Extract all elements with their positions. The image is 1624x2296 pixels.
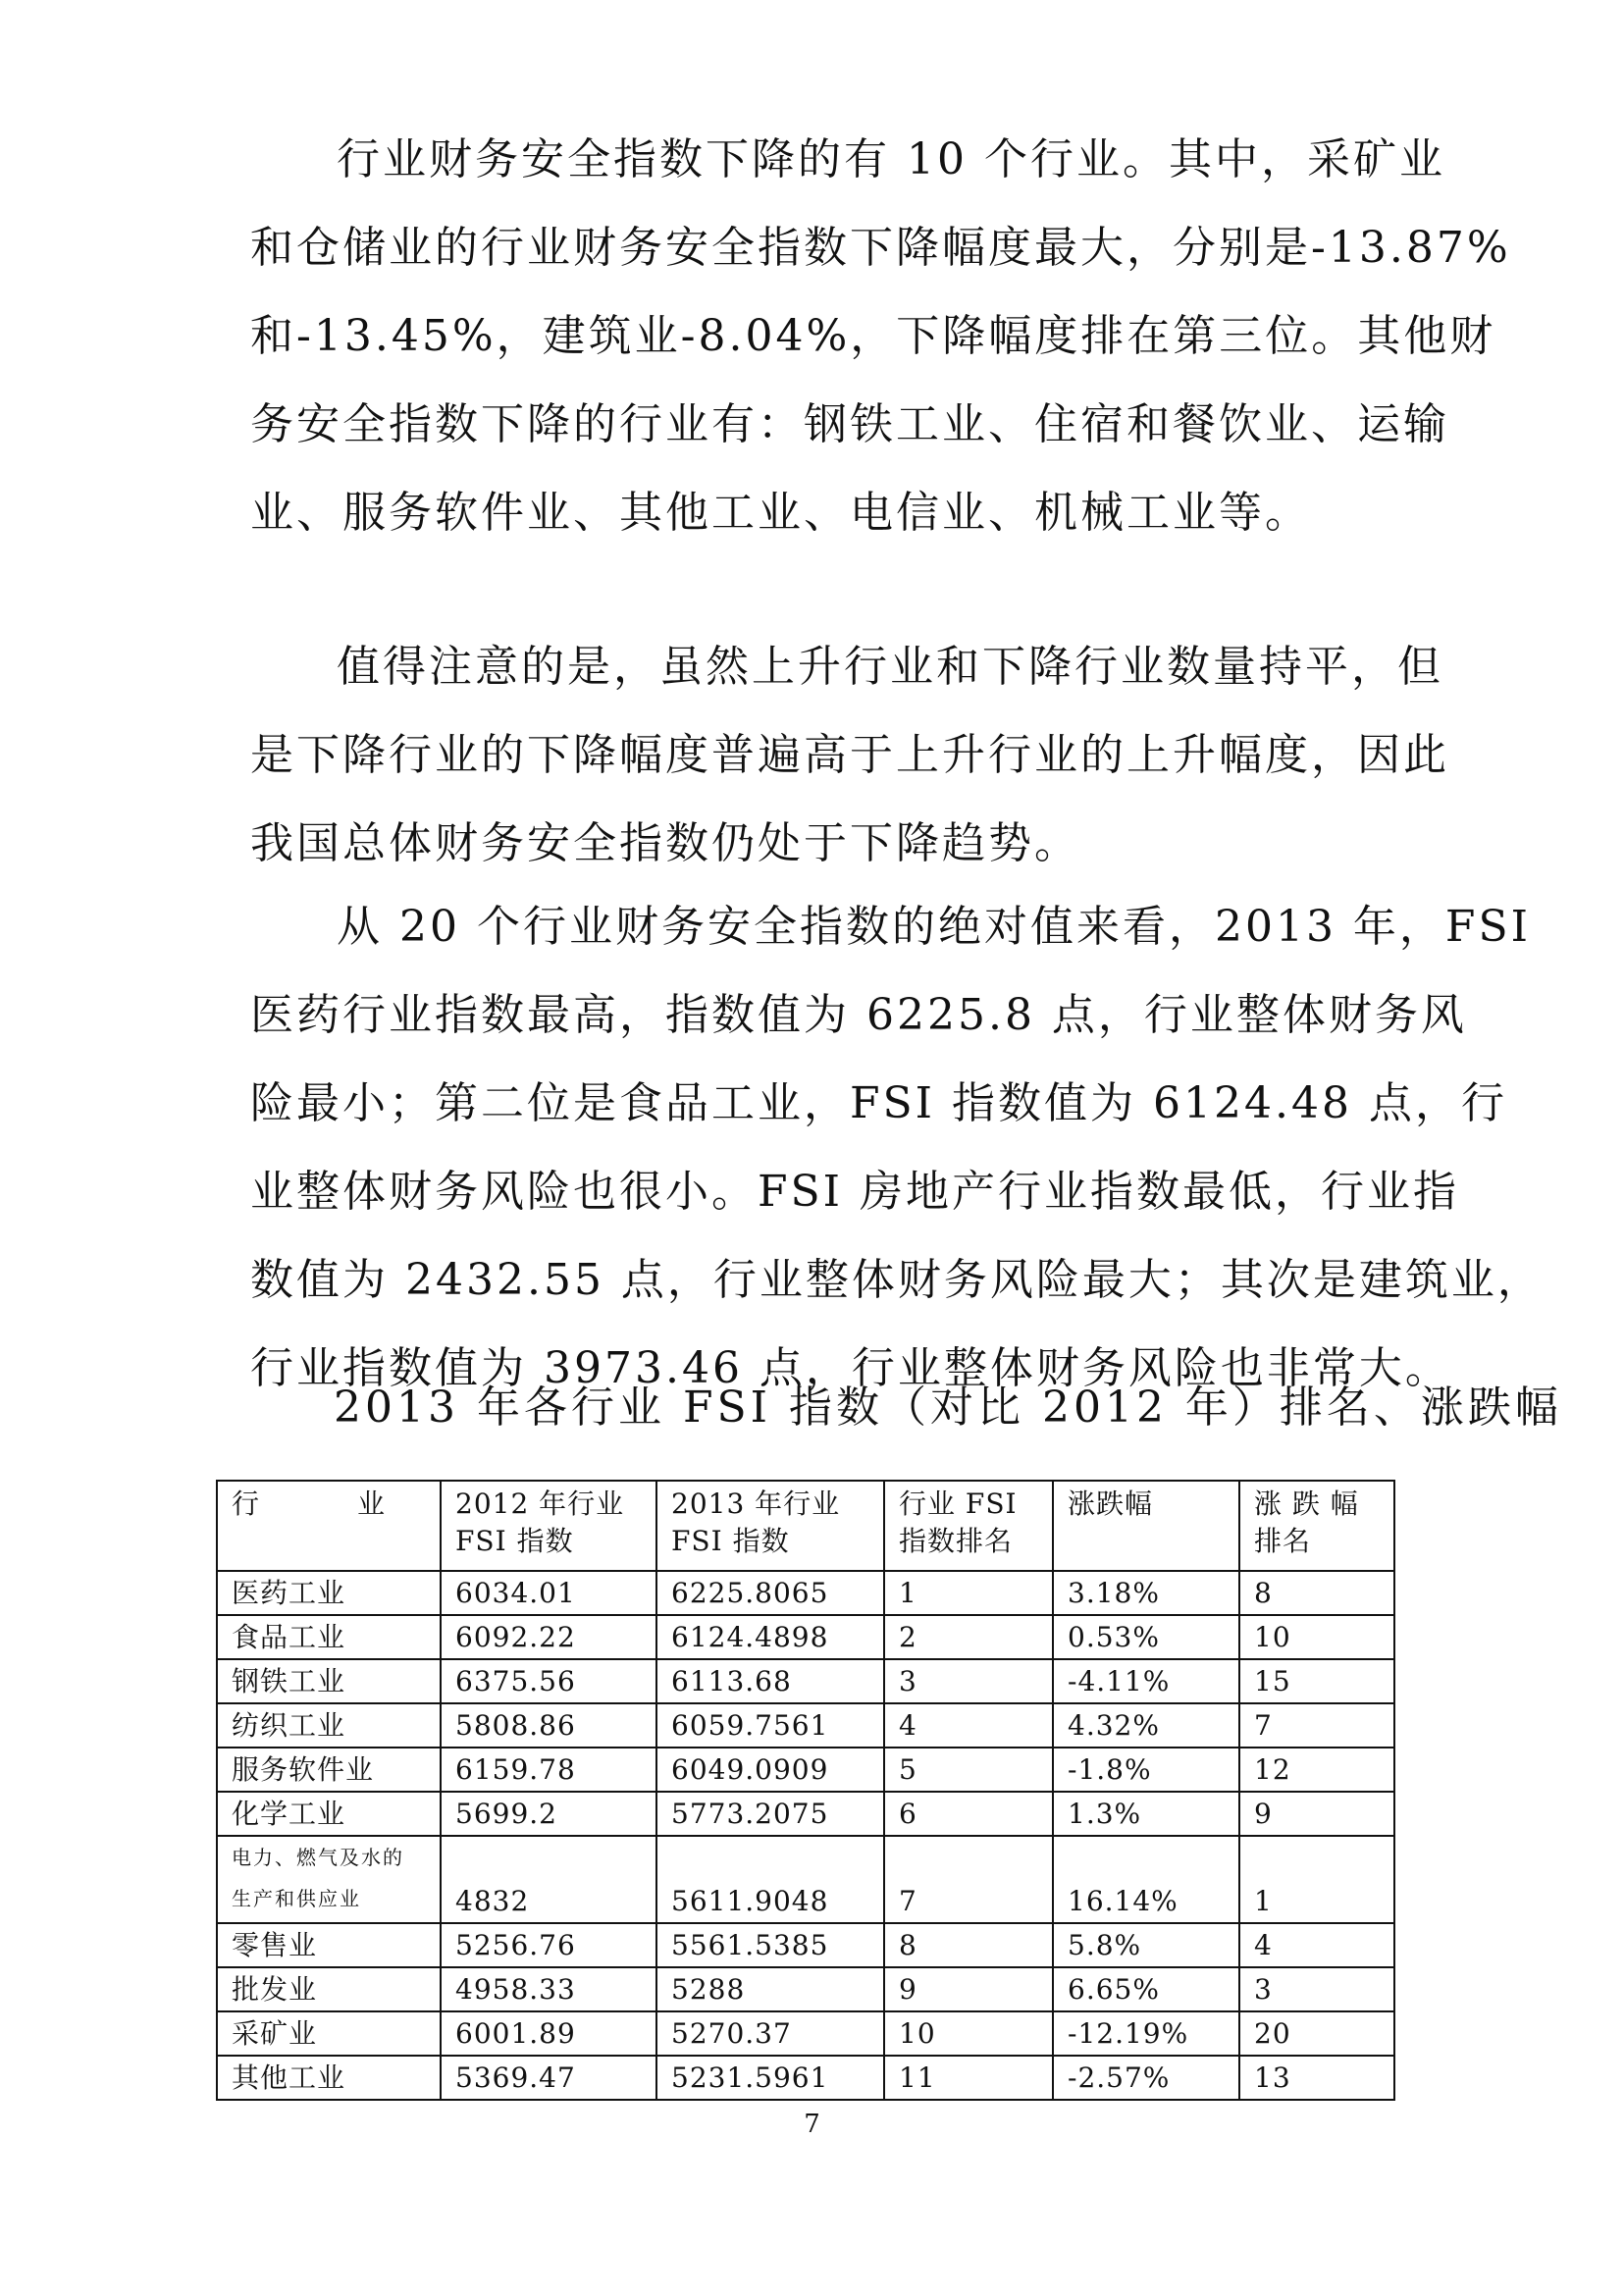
header-change-rank <box>1239 1481 1394 1571</box>
cell-change-rank: 12 <box>1239 1748 1394 1792</box>
cell-fsi-2012: 6375.56 <box>441 1659 656 1703</box>
cell-fsi-rank: 4 <box>884 1703 1053 1748</box>
table-row <box>217 1615 1394 1659</box>
cell-fsi-rank: 8 <box>884 1923 1053 1967</box>
cell-fsi-2012: 5369.47 <box>441 2056 656 2100</box>
cell-fsi-2013: 6113.68 <box>656 1659 884 1703</box>
cell-change: 4.32% <box>1053 1703 1239 1748</box>
cell-change: 6.65% <box>1053 1967 1239 2011</box>
cell-fsi-rank: 9 <box>884 1967 1053 2011</box>
cell-change-rank: 4 <box>1239 1923 1394 1967</box>
cell-change: 0.53% <box>1053 1615 1239 1659</box>
header-industry-label: 行 业 <box>232 1487 421 1520</box>
cell-industry: 纺织工业 <box>217 1703 441 1748</box>
paragraph-trend-note <box>250 623 1449 888</box>
cell-fsi-2012: 5699.2 <box>441 1792 656 1836</box>
paragraph-line: 从 20 个行业财务安全指数的绝对值来看，2013 年，FSI <box>337 902 1531 952</box>
cell-fsi-2012: 6001.89 <box>441 2011 656 2056</box>
table-row <box>217 1571 1394 1615</box>
cell-change-rank: 20 <box>1239 2011 1394 2056</box>
table-row <box>217 1748 1394 1792</box>
cell-fsi-2013: 6124.4898 <box>656 1615 884 1659</box>
cell-change: 16.14% <box>1053 1836 1239 1923</box>
header-fsi-rank-label: 行业 FSI 指数排名 <box>899 1487 1018 1557</box>
paragraph-line: 业、服务软件业、其他工业、电信业、机械工业等。 <box>250 488 1311 538</box>
table-header-row <box>217 1481 1394 1571</box>
fsi-ranking-table <box>216 1480 1395 2101</box>
table-row <box>217 1923 1394 1967</box>
cell-change-rank: 8 <box>1239 1571 1394 1615</box>
paragraph-line: 是下降行业的下降幅度普遍高于上升行业的上升幅度，因此 <box>250 730 1449 780</box>
cell-fsi-2012: 5256.76 <box>441 1923 656 1967</box>
table-row <box>217 1659 1394 1703</box>
table-row <box>217 2011 1394 2056</box>
paragraph-line: 数值为 2432.55 点，行业整体财务风险最大；其次是建筑业， <box>250 1255 1544 1305</box>
table-row <box>217 1836 1394 1923</box>
header-industry <box>217 1481 441 1571</box>
table-caption: 2013 年各行业 FSI 指数（对比 2012 年）排名、涨跌幅 <box>334 1383 1562 1433</box>
cell-fsi-2013: 5611.9048 <box>656 1836 884 1923</box>
cell-fsi-rank: 11 <box>884 2056 1053 2100</box>
cell-industry: 化学工业 <box>217 1792 441 1836</box>
cell-fsi-rank: 1 <box>884 1571 1053 1615</box>
cell-fsi-rank: 5 <box>884 1748 1053 1792</box>
cell-fsi-2012: 6034.01 <box>441 1571 656 1615</box>
paragraph-line: 和仓储业的行业财务安全指数下降幅度最大，分别是-13.87% <box>250 223 1511 273</box>
header-change <box>1053 1481 1239 1571</box>
cell-industry: 医药工业 <box>217 1571 441 1615</box>
paragraph-line: 和-13.45%，建筑业-8.04%，下降幅度排在第三位。其他财 <box>250 311 1496 361</box>
cell-change: 1.3% <box>1053 1792 1239 1836</box>
cell-fsi-2012: 4832 <box>441 1836 656 1923</box>
cell-fsi-2013: 6049.0909 <box>656 1748 884 1792</box>
table-row <box>217 1703 1394 1748</box>
page-number: 7 <box>804 2110 820 2139</box>
cell-fsi-2013: 5561.5385 <box>656 1923 884 1967</box>
header-change-rank-label: 涨 跌 幅 排名 <box>1254 1487 1359 1557</box>
cell-change-rank: 1 <box>1239 1836 1394 1923</box>
paragraph-line: 医药行业指数最高，指数值为 6225.8 点，行业整体财务风 <box>250 990 1467 1040</box>
cell-industry <box>217 1836 441 1923</box>
cell-fsi-2012: 6092.22 <box>441 1615 656 1659</box>
cell-industry: 批发业 <box>217 1967 441 2011</box>
header-fsi-2013-label: 2013 年行业 FSI 指数 <box>671 1487 841 1557</box>
paragraph-line: 值得注意的是，虽然上升行业和下降行业数量持平，但 <box>337 642 1443 692</box>
cell-industry: 其他工业 <box>217 2056 441 2100</box>
cell-change-rank: 15 <box>1239 1659 1394 1703</box>
cell-fsi-rank: 2 <box>884 1615 1053 1659</box>
paragraph-line: 险最小；第二位是食品工业，FSI 指数值为 6124.48 点，行 <box>250 1078 1507 1128</box>
cell-change-rank: 7 <box>1239 1703 1394 1748</box>
cell-industry: 钢铁工业 <box>217 1659 441 1703</box>
paragraph-line: 行业指数值为 3973.46 点，行业整体财务风险也非常大。 <box>250 1343 1451 1393</box>
cell-change: -1.8% <box>1053 1748 1239 1792</box>
cell-fsi-2012: 4958.33 <box>441 1967 656 2011</box>
cell-fsi-2013: 6225.8065 <box>656 1571 884 1615</box>
cell-fsi-2013: 5231.5961 <box>656 2056 884 2100</box>
cell-change-rank: 13 <box>1239 2056 1394 2100</box>
table-row <box>217 1792 1394 1836</box>
cell-industry: 零售业 <box>217 1923 441 1967</box>
paragraph-line: 我国总体财务安全指数仍处于下降趋势。 <box>250 818 1080 868</box>
table-row <box>217 2056 1394 2100</box>
header-fsi-2012-label: 2012 年行业 FSI 指数 <box>455 1487 625 1557</box>
cell-industry: 食品工业 <box>217 1615 441 1659</box>
cell-fsi-2012: 6159.78 <box>441 1748 656 1792</box>
cell-change-rank: 9 <box>1239 1792 1394 1836</box>
cell-change: -12.19% <box>1053 2011 1239 2056</box>
paragraph-line: 务安全指数下降的行业有：钢铁工业、住宿和餐饮业、运输 <box>250 399 1449 449</box>
paragraph-absolute-values <box>250 883 1544 1413</box>
cell-fsi-rank: 7 <box>884 1836 1053 1923</box>
cell-fsi-2013: 6059.7561 <box>656 1703 884 1748</box>
header-change-label: 涨跌幅 <box>1068 1487 1154 1520</box>
cell-fsi-rank: 3 <box>884 1659 1053 1703</box>
cell-fsi-rank: 10 <box>884 2011 1053 2056</box>
cell-change-rank: 3 <box>1239 1967 1394 2011</box>
cell-industry-text: 电力、燃气及水的生产和供应业 <box>232 1846 404 1910</box>
cell-change: 3.18% <box>1053 1571 1239 1615</box>
cell-fsi-rank: 6 <box>884 1792 1053 1836</box>
paragraph-decline-industries <box>250 116 1511 557</box>
cell-fsi-2013: 5288 <box>656 1967 884 2011</box>
cell-change: -4.11% <box>1053 1659 1239 1703</box>
header-fsi-2013 <box>656 1481 884 1571</box>
paragraph-line: 业整体财务风险也很小。FSI 房地产行业指数最低，行业指 <box>250 1167 1460 1217</box>
cell-fsi-2012: 5808.86 <box>441 1703 656 1748</box>
paragraph-line: 行业财务安全指数下降的有 10 个行业。其中，采矿业 <box>337 134 1445 184</box>
cell-industry: 服务软件业 <box>217 1748 441 1792</box>
cell-change: 5.8% <box>1053 1923 1239 1967</box>
cell-change: -2.57% <box>1053 2056 1239 2100</box>
header-fsi-2012 <box>441 1481 656 1571</box>
cell-change-rank: 10 <box>1239 1615 1394 1659</box>
cell-fsi-2013: 5773.2075 <box>656 1792 884 1836</box>
cell-industry: 采矿业 <box>217 2011 441 2056</box>
cell-fsi-2013: 5270.37 <box>656 2011 884 2056</box>
header-fsi-rank <box>884 1481 1053 1571</box>
table-row <box>217 1967 1394 2011</box>
